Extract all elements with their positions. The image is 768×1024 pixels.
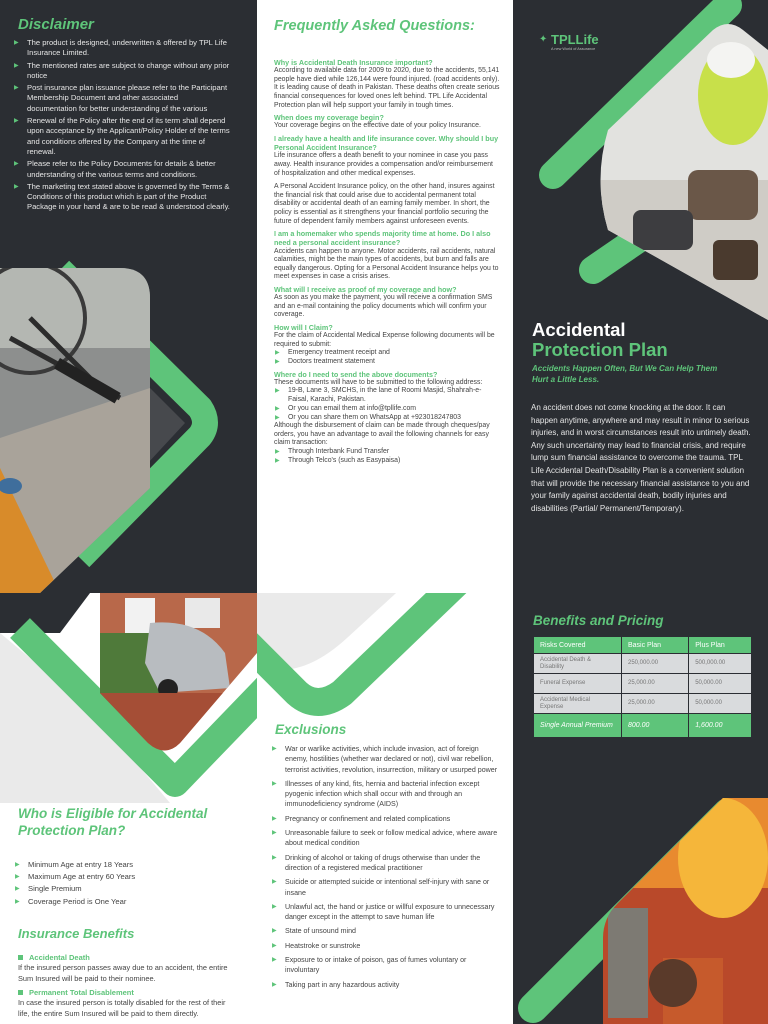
table-cell: 25,000.00 (622, 674, 689, 694)
exclusions-list (271, 744, 499, 994)
faq-question: Where do I need to send the above documents? (274, 369, 438, 379)
injured-worker-photo (513, 0, 768, 320)
pricing-table (533, 636, 752, 738)
faq-answer: Your coverage begins on the effective date of your policy Insurance. (274, 122, 481, 130)
table-header-row (534, 637, 752, 654)
eligibility-panel (0, 593, 257, 1024)
exclusion-item: ▶ Unreasonable failure to seek or follow medical advice, where aware about medical condition (271, 828, 499, 849)
column-header: Basic Plan (622, 637, 689, 654)
table-cell: Single Annual Premium (534, 714, 622, 738)
table-row (534, 654, 752, 674)
premium-row (534, 714, 752, 738)
exclusion-item: ▶ Drinking of alcohol or taking of drugs otherwise than under the direction of a registered medical practitioner (271, 853, 499, 874)
benefit-text: In case the insured person is totally disabled for the rest of their life, the entire Sum Insured will be paid to them directly. (18, 998, 226, 1018)
disclaimer-item: ▶ The product is designed, underwritten & offered by TPL Life Insurance Limited. (14, 38, 230, 59)
benefit-heading: Accidental Death (18, 952, 230, 963)
table-cell: 50,000.00 (689, 694, 752, 714)
table-cell: 800.00 (622, 714, 689, 738)
faq-answer: According to available data for 2009 to 2020, due to the accidents, 55,141 people have died while 126,144 were found injured. (road accidents only). It is leading cause of death in Pakistan. These deaths often create serious financial consequences for loved ones left behind. TPL Life Accidental Protection plan will help support your family in tough times. (274, 67, 500, 109)
faq-answer: A Personal Accident Insurance policy, on the other hand, insures against the financial risk that could arise due to accidental permanent total disability or accidental death of an earning family member. In short, the policy is essential as it strengthens your financial portfolio securing the future of dependent family members against unforeseen events. (274, 183, 495, 225)
benefit-text: If the insured person passes away due to an accident, the entire Sum Insured will be paid to their nominee. (18, 963, 228, 983)
table-cell: Accidental Medical Expense (534, 694, 622, 714)
table-cell: Accidental Death & Disability (534, 654, 622, 674)
faq-answer: For the claim of Accidental Medical Expense following documents will be required to submit: (274, 332, 495, 348)
cover-tagline: Accidents Happen Often, But We Can Help Them Hurt a Little Less. (532, 364, 718, 384)
exclusions-title: Exclusions (275, 722, 347, 737)
cover-body: An accident does not come knocking at the door. It can happen anytime, anywhere and may result in minor to serious injuries, and in worst circumstances result into untimely death. Any such uncertainty may lead to financial crisis, and require lump sum financial assistance to overcome the trauma. TPL Life Accidental Death/Disability Plan is a convenient solution that will provide the necessary financial assistance to you and your family against accidental death, bodily injuries and disabilities (Partial/ Permanent/Temporary). (531, 403, 751, 513)
faq-question: Why is Accidental Death Insurance important? (274, 58, 433, 67)
insurance-benefits-title: Insurance Benefits (18, 926, 135, 941)
cover-title: Accidental Protection Plan (532, 319, 668, 360)
cover-panel (513, 0, 768, 593)
table-row (534, 674, 752, 694)
eligibility-title: Who is Eligible for Accidental Protection Plan? (18, 806, 208, 838)
faq-question: What will I receive as proof of my coverage and how? (274, 284, 457, 294)
whatsapp-item: ▶ Or you can share them on WhatsApp at +923018247803 (274, 414, 500, 423)
table-cell: 25,000.00 (622, 694, 689, 714)
exclusion-item: ▶ Pregnancy or confinement and related complications (271, 814, 499, 824)
tpl-life-logo: ✦ TPLLife A new World of Assurance (539, 32, 599, 51)
disclaimer-item: ▶ Please refer to the Policy Documents for details & better understanding of the various terms and conditions. (14, 159, 230, 180)
umbrella-icon: ✦ (539, 34, 548, 45)
claim-doc-item: ▶ Doctors treatment statement (274, 358, 500, 367)
faq-question: I already have a health and life insurance cover. Why should I buy Personal Accident Insurance? (274, 133, 499, 153)
faq-answer: Although the disbursement of claim can be made through cheques/pay orders, you have an advantage to avail the following channels for easy claim transaction: (274, 422, 490, 447)
bicycle-accident-photo (0, 258, 257, 593)
benefit-heading: Permanent Total Disablement (18, 987, 230, 998)
exclusion-item: ▶ War or warlike activities, which include invasion, act of foreign enemy, hostilities (whether war declared or not), civil war rebellion, terrorist activities, revolution, insurrection, military or usurped power (271, 744, 499, 775)
house-fire-photo (513, 798, 768, 1024)
column-header: Plus Plan (689, 637, 752, 654)
eligibility-item: ▶ Single Premium (14, 883, 240, 895)
green-curve-graphic (257, 593, 513, 718)
table-cell: 250,000.00 (622, 654, 689, 674)
faq-title: Frequently Asked Questions: (274, 18, 475, 34)
faq-question: How will I Claim? (274, 322, 333, 332)
faq-answer: These documents will have to be submitted to the following address: (274, 378, 483, 386)
disclaimer-list (14, 38, 230, 215)
exclusion-item: ▶ Unlawful act, the hand or justice or willful exposure to unnecessary danger except in the attempt to save human life (271, 902, 499, 923)
disclaimer-item: ▶ The marketing text stated above is governed by the Terms & Conditions of this product which is part of the Product Package in your hand & are to be read & understood clearly. (14, 182, 230, 213)
benefits-pricing-title: Benefits and Pricing (533, 613, 664, 628)
table-cell: 500,000.00 (689, 654, 752, 674)
eligibility-item: ▶ Maximum Age at entry 60 Years (14, 871, 240, 883)
faq-answer: As soon as you make the payment, you will receive a confirmation SMS and an e-mail containing the policy documents which will confirm your coverage. (274, 294, 493, 319)
faq-body (274, 55, 500, 465)
disclaimer-item: ▶ Renewal of the Policy after the end of its term shall depend upon acceptance by the Applicant/Policy Holder of the terms and conditions offered by the Company at the time of renewal. (14, 116, 230, 157)
table-cell: 50,000.00 (689, 674, 752, 694)
exclusions-panel (257, 593, 513, 1024)
claim-channel-item: ▶ Through Interbank Fund Transfer (274, 448, 500, 457)
eligibility-item: ▶ Coverage Period is One Year (14, 896, 240, 908)
exclusion-item: ▶ Illnesses of any kind, fits, hernia and bacterial infection except pyogenic infection which shall occur with and through an immunodeficiency syndrome (AIDS) (271, 779, 499, 810)
insurance-benefits-list (18, 949, 230, 1019)
exclusion-item: ▶ Exposure to or intake of poison, gas of fumes voluntary or involuntary (271, 955, 499, 976)
table-cell: Funeral Expense (534, 674, 622, 694)
claim-doc-item: ▶ Emergency treatment receipt and (274, 349, 500, 358)
exclusion-item: ▶ Suicide or attempted suicide or intentional self-injury with sane or insane (271, 877, 499, 898)
faq-answer: Accidents can happen to anyone. Motor accidents, rail accidents, natural calamities, might be the main types of accidents, but burn and falls are equally dangerous. Opting for a Personal Accident Insurance helps you to meet expenses in case a crisis arises. (274, 247, 499, 281)
exclusion-item: ▶ Heatstroke or sunstroke (271, 941, 499, 951)
disclaimer-panel (0, 0, 257, 593)
faq-panel (257, 0, 513, 593)
table-cell: 1,600.00 (689, 714, 752, 738)
email-item: ▶ Or you can email them at info@tpllife.com (274, 405, 500, 414)
address-item: ▶ 19-B, Lane 3, SMCHS, in the lane of Roomi Masjid, Shahrah-e-Faisal, Karachi, Pakistan. (274, 387, 500, 404)
column-header: Risks Covered (534, 637, 622, 654)
claim-channel-item: ▶ Through Telco's (such as Easypaisa) (274, 457, 500, 466)
benefits-pricing-panel (513, 593, 768, 1024)
exclusion-item: ▶ State of unsound mind (271, 926, 499, 936)
faq-answer: Life insurance offers a death benefit to your nominee in case you pass away. Health insurance provides a compensation and/or reimbursement of hospitalization and other medical expenses. (274, 152, 493, 177)
eligibility-list (14, 859, 240, 908)
eligibility-item: ▶ Minimum Age at entry 18 Years (14, 859, 240, 871)
disclaimer-item: ▶ Post insurance plan issuance please refer to the Participant Membership Document and other associated documentation for better understanding of the various (14, 83, 230, 114)
disclaimer-title: Disclaimer (18, 16, 94, 33)
faq-question: When does my coverage begin? (274, 113, 384, 123)
table-row (534, 694, 752, 714)
faq-question: I am a homemaker who spends majority time at home. Do I also need a personal accident insurance? (274, 229, 491, 248)
car-crash-photo (0, 593, 257, 808)
disclaimer-item: ▶ The mentioned rates are subject to change without any prior notice (14, 61, 230, 82)
exclusion-item: ▶ Taking part in any hazardous activity (271, 980, 499, 990)
